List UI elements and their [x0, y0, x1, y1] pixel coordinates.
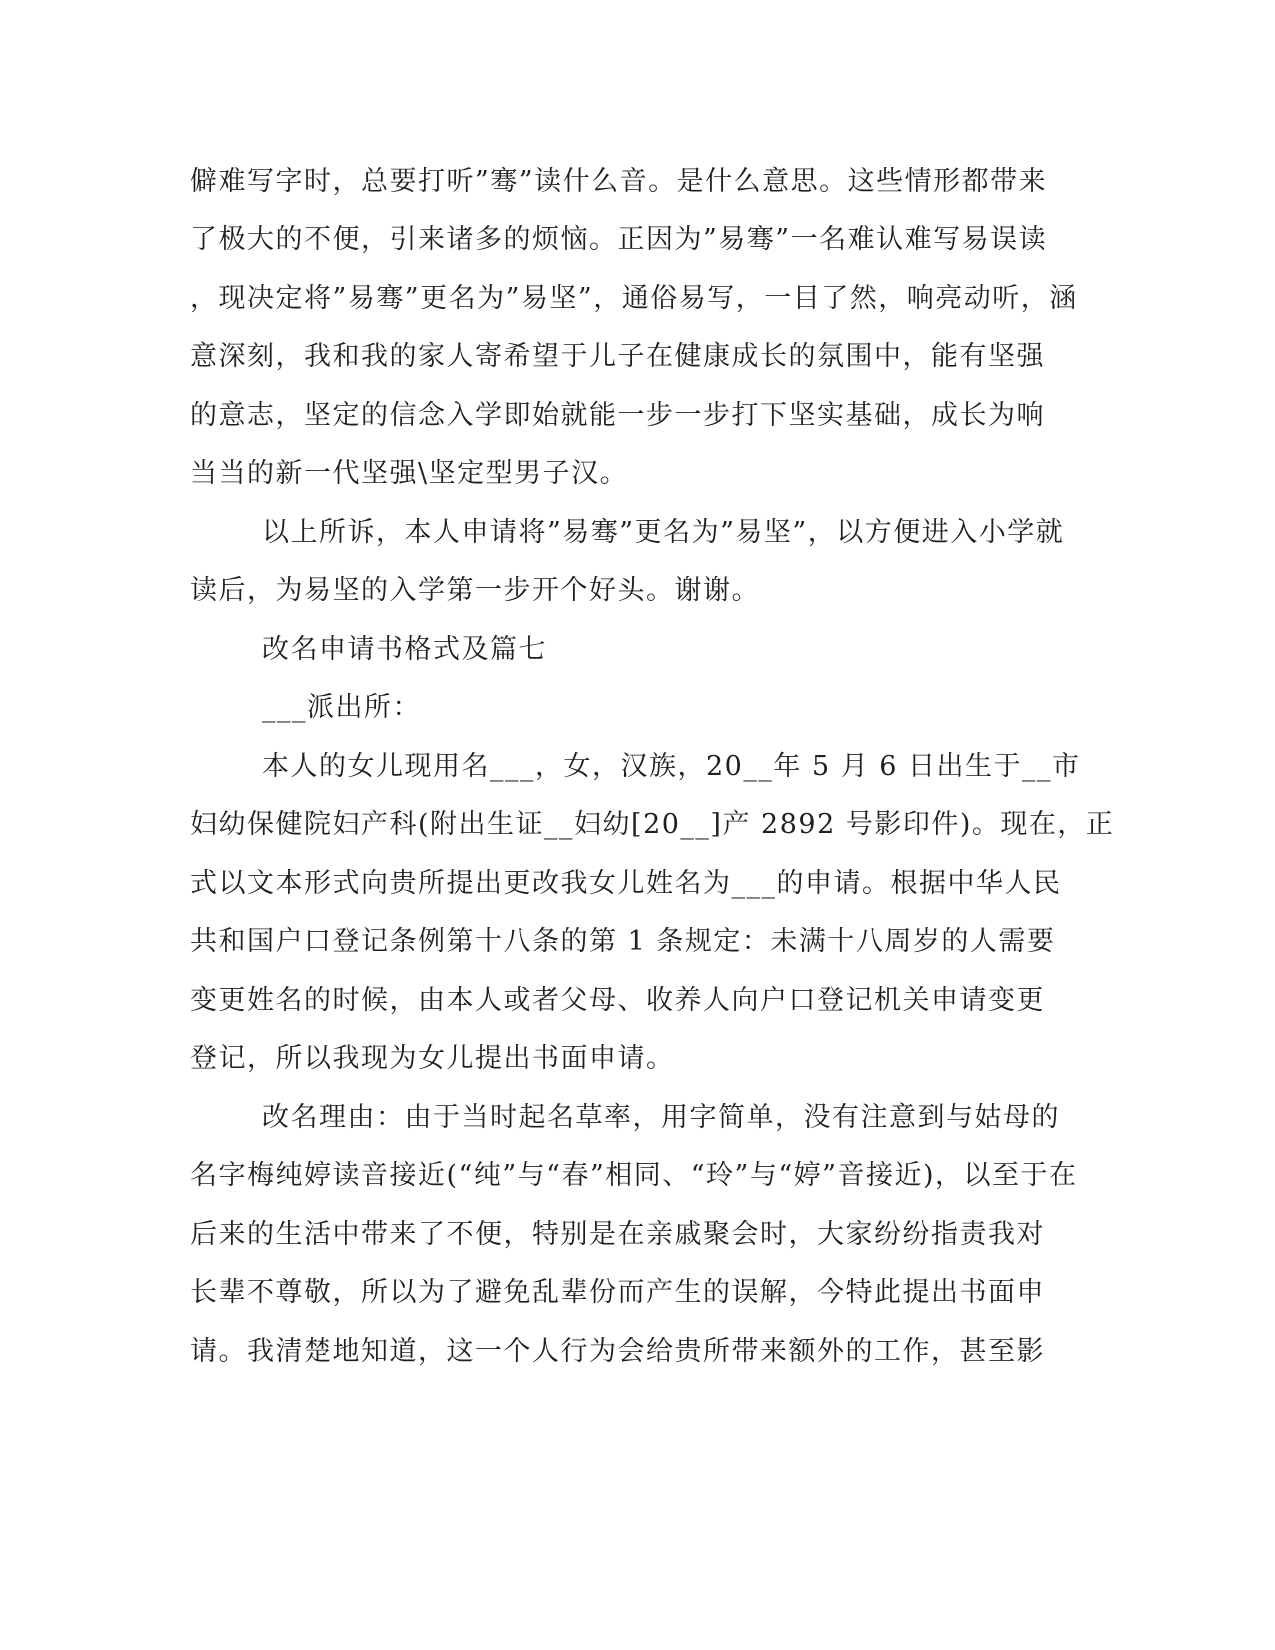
text-line: 请。我清楚地知道，这一个人行为会给贵所带来额外的工作，甚至影 — [190, 1336, 1045, 1367]
text-line: 的意志，坚定的信念入学即始就能一步一步打下坚实基础，成长为响 — [190, 400, 1045, 431]
text-line: ，现决定将”易骞”更名为”易坚”，通俗易写，一目了然，响亮动听，涵 — [190, 283, 1078, 314]
paragraph-first-line: 改名理由：由于当时起名草率，用字简单，没有注意到与姑母的 — [262, 1102, 1060, 1133]
text-line: 变更姓名的时候，由本人或者父母、收养人向户口登记机关申请变更 — [190, 985, 1045, 1016]
paragraph-first-line: 以上所诉，本人申请将”易骞”更名为”易坚”，以方便进入小学就 — [262, 517, 1065, 548]
text-line: 意深刻，我和我的家人寄希望于儿子在健康成长的氛围中，能有坚强 — [190, 341, 1045, 372]
text-line: 了极大的不便，引来诸多的烦恼。正因为”易骞”一名难认难写易误读 — [190, 224, 1048, 255]
text-line: 后来的生活中带来了不便，特别是在亲戚聚会时，大家纷纷指责我对 — [190, 1219, 1045, 1250]
text-line: 长辈不尊敬，所以为了避免乱辈份而产生的误解，今特此提出书面申 — [190, 1277, 1045, 1308]
text-line: 妇幼保健院妇产科(附出生证__妇幼[20__]产 2892 号影印件)。现在，正 — [190, 809, 1115, 840]
text-line: 读后，为易坚的入学第一步开个好头。谢谢。 — [190, 575, 760, 606]
text-line: 共和国户口登记条例第十八条的第 1 条规定：未满十八周岁的人需要 — [190, 926, 1056, 957]
section-heading: 改名申请书格式及篇七 — [262, 634, 547, 665]
text-line: 式以文本形式向贵所提出更改我女儿姓名为___的申请。根据中华人民 — [190, 868, 1062, 899]
paragraph-first-line: 本人的女儿现用名___，女，汉族，20__年 5 月 6 日出生于__市 — [262, 751, 1081, 782]
text-line: 僻难写字时，总要打听”骞”读什么音。是什么意思。这些情形都带来 — [190, 166, 1048, 197]
text-line: 登记，所以我现为女儿提出书面申请。 — [190, 1043, 675, 1074]
text-line: 当当的新一代坚强\坚定型男子汉。 — [190, 458, 629, 489]
salutation: ___派出所： — [262, 692, 421, 723]
text-line: 名字梅纯婷读音接近(“纯”与“春”相同、“玲”与“婷”音接近)，以至于在 — [190, 1160, 1078, 1191]
